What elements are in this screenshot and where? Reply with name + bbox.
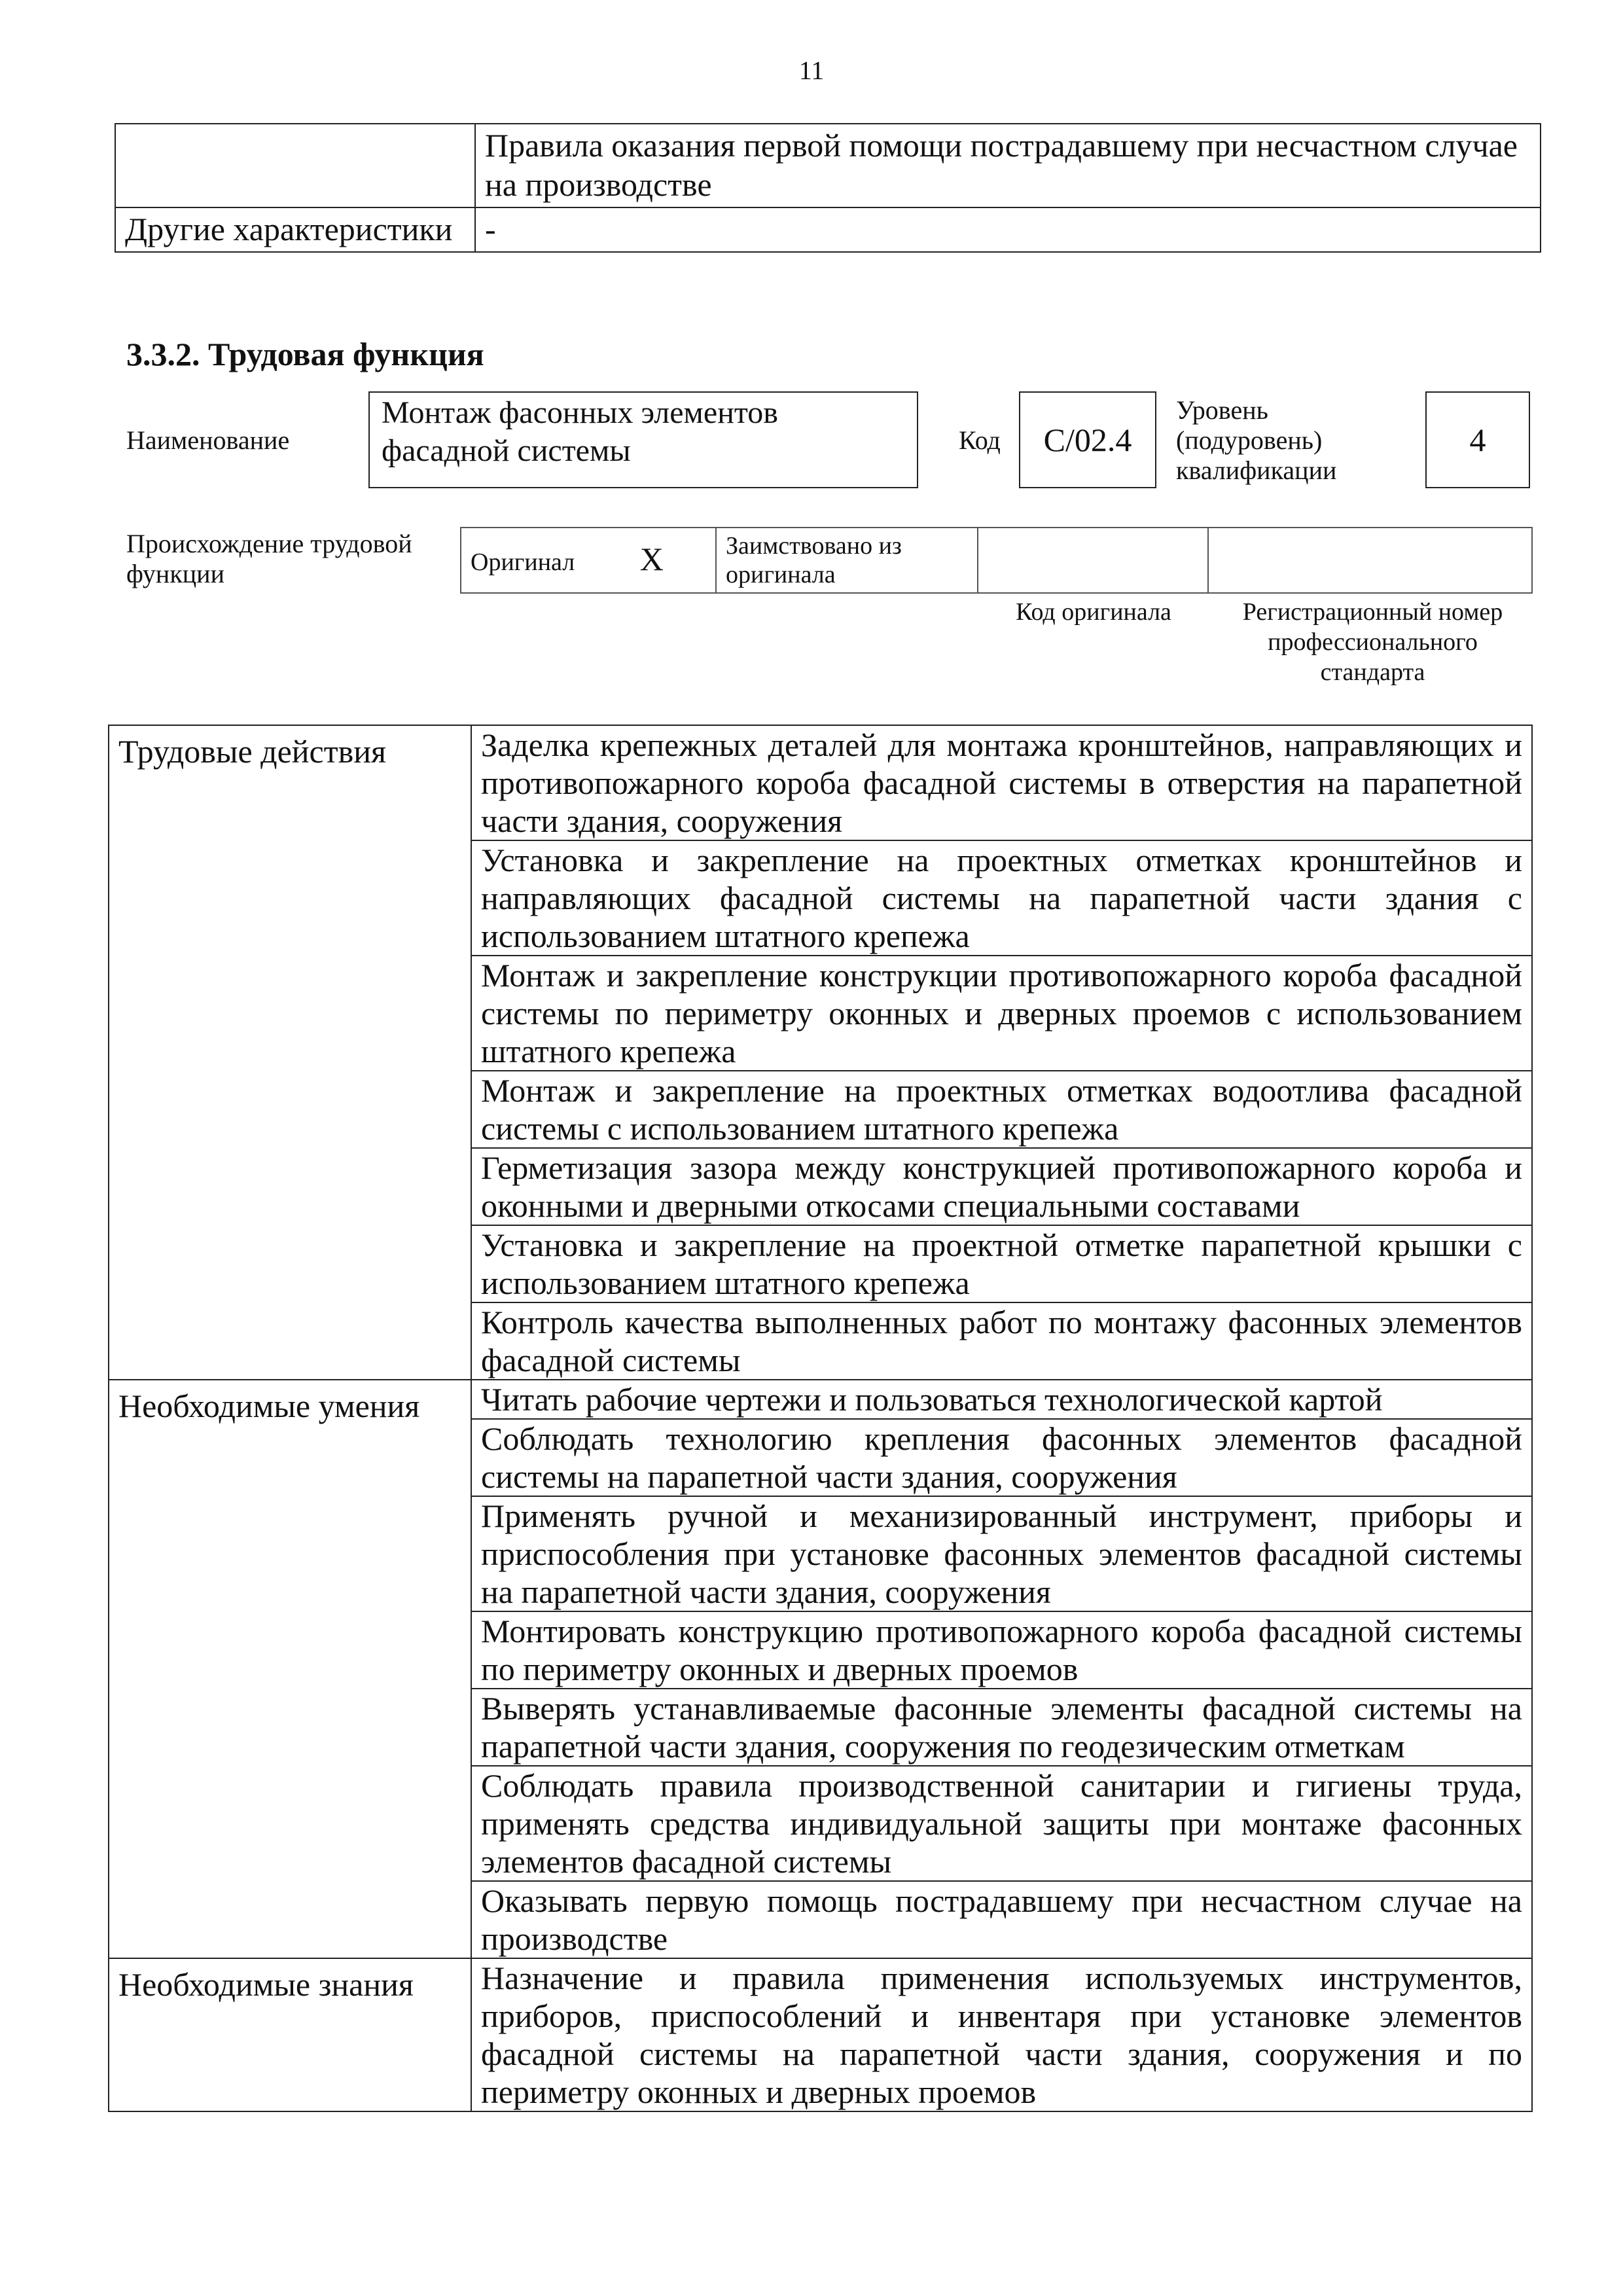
origin-label-line: Происхождение трудовой bbox=[126, 529, 412, 558]
skill-cell: Применять ручной и механизированный инструмент, приборы и приспособления при установке фасонных элементов фасадной системы на парапетной части здания, сооружения bbox=[471, 1496, 1532, 1611]
table-row bbox=[461, 528, 1532, 593]
reg-number-caption bbox=[1211, 597, 1535, 687]
skill-cell: Оказывать первую помощь пострадавшему при несчастном случае на производстве bbox=[471, 1881, 1532, 1958]
row-label bbox=[115, 124, 475, 207]
table-row bbox=[109, 1958, 1532, 2111]
borrowed-label-line: оригинала bbox=[726, 561, 836, 588]
reg-number-cell bbox=[1208, 528, 1532, 593]
qualification-level-box: 4 bbox=[1425, 391, 1530, 488]
origin-label bbox=[126, 529, 412, 589]
reg-caption-line: Регистрационный номер bbox=[1242, 598, 1503, 626]
category-cell: Необходимые умения bbox=[109, 1380, 471, 1958]
origin-label-line: функции bbox=[126, 559, 224, 588]
skill-cell: Монтировать конструкцию противопожарного короба фасадной системы по периметру оконных и дверных проемов bbox=[471, 1611, 1532, 1689]
level-label-line: Уровень bbox=[1176, 395, 1268, 425]
function-name-box: Монтаж фасонных элементов фасадной системы bbox=[368, 391, 918, 488]
action-cell: Контроль качества выполненных работ по монтажу фасонных элементов фасадной системы bbox=[471, 1302, 1532, 1380]
table-row bbox=[109, 1380, 1532, 1419]
code-original-caption: Код оригинала bbox=[1016, 598, 1171, 626]
action-cell: Заделка крепежных деталей для монтажа кронштейнов, направляющих и противопожарного короба фасадной системы в отверстия на парапетной части здания, сооружения bbox=[471, 725, 1532, 840]
row-value: Правила оказания первой помощи пострадавшему при несчастном случае на производстве bbox=[475, 124, 1541, 207]
origin-table bbox=[460, 527, 1533, 594]
row-value: - bbox=[475, 207, 1541, 252]
skill-cell: Читать рабочие чертежи и пользоваться технологической картой bbox=[471, 1380, 1532, 1419]
row-label: Другие характеристики bbox=[115, 207, 475, 252]
code-label: Код bbox=[959, 425, 1001, 455]
reg-caption-line: стандарта bbox=[1320, 658, 1425, 686]
code-original-cell bbox=[978, 528, 1208, 593]
category-cell: Необходимые знания bbox=[109, 1958, 471, 2111]
level-label-line: квалификации bbox=[1176, 456, 1337, 485]
name-label: Наименование bbox=[126, 425, 290, 455]
category-cell: Трудовые действия bbox=[109, 725, 471, 1380]
original-cell bbox=[461, 528, 716, 593]
section-title: 3.3.2. Трудовая функция bbox=[126, 336, 484, 372]
action-cell: Монтаж и закрепление конструкции противопожарного короба фасадной системы по периметру оконных и дверных проемов с использованием штатного крепежа bbox=[471, 956, 1532, 1071]
original-mark: X bbox=[639, 540, 664, 577]
page-number: 11 bbox=[798, 56, 825, 85]
top-continuation-table bbox=[115, 123, 1541, 253]
action-cell: Герметизация зазора между конструкцией противопожарного короба и оконными и дверными откосами специальными составами bbox=[471, 1148, 1532, 1225]
level-label-line: (подуровень) bbox=[1176, 425, 1323, 455]
skill-cell: Соблюдать правила производственной санитарии и гигиены труда, применять средства индивидуальной защиты при монтаже фасонных элементов фасадной системы bbox=[471, 1766, 1532, 1881]
table-row bbox=[115, 124, 1541, 207]
table-row bbox=[115, 207, 1541, 252]
skill-cell: Выверять устанавливаемые фасонные элементы фасадной системы на парапетной части здания, сооружения по геодезическим отметкам bbox=[471, 1689, 1532, 1766]
function-details-table bbox=[108, 725, 1533, 2112]
original-label: Оригинал bbox=[471, 548, 575, 576]
action-cell: Установка и закрепление на проектной отметке парапетной крышки с использованием штатного крепежа bbox=[471, 1225, 1532, 1302]
action-cell: Установка и закрепление на проектных отметках кронштейнов и направляющих фасадной системы на парапетной части здания с использованием штатного крепежа bbox=[471, 840, 1532, 956]
action-cell: Монтаж и закрепление на проектных отметках водоотлива фасадной системы с использованием штатного крепежа bbox=[471, 1071, 1532, 1148]
table-row bbox=[109, 725, 1532, 840]
reg-caption-line: профессионального bbox=[1268, 628, 1478, 656]
skill-cell: Соблюдать технологию крепления фасонных элементов фасадной системы на парапетной части здания, сооружения bbox=[471, 1419, 1532, 1496]
function-code-box: C/02.4 bbox=[1019, 391, 1156, 488]
borrowed-cell bbox=[716, 528, 978, 593]
knowledge-cell: Назначение и правила применения используемых инструментов, приборов, приспособлений и инвентаря при установке элементов фасадной системы на парапетной части здания, сооружения и по периметру оконных и дверных проемов bbox=[471, 1958, 1532, 2111]
borrowed-label-line: Заимствовано из bbox=[726, 532, 902, 560]
level-label bbox=[1176, 395, 1336, 486]
